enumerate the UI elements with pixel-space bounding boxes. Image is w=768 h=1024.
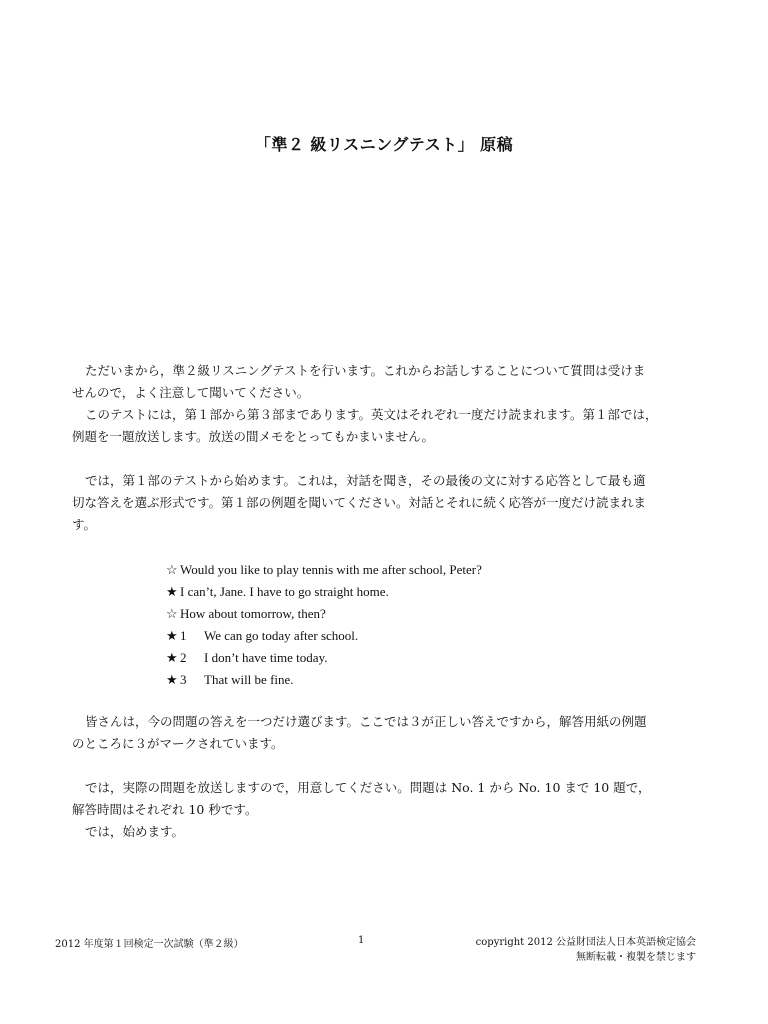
answer-option [166,625,482,647]
text-line: では，実際の問題を放送しますので，用意してください。問題は No. 1 から No. 10 まで 10 題で， [85,780,651,795]
speaker-mark: ☆ [166,562,178,577]
text-line: 解答時間はそれぞれ 10 秒です。 [72,802,258,817]
page-number: 1 [358,935,365,946]
page-title: 「準２ 級リスニングテスト」 原稿 [254,135,514,154]
text-line: す。 [72,517,97,532]
dialogue-text: Would you like to play tennis with me after school, Peter? [180,562,482,577]
text-line: では，第１部のテストから始めます。これは，対話を聞き，その最後の文に対する応答として最も適 [85,473,646,488]
dialogue-line [166,603,482,625]
text-line: 切な答えを選ぶ形式です。第１部の例題を聞いてください。対話とそれに続く応答が一度だけ読まれま [72,495,647,510]
answer-explanation-paragraph [72,711,696,755]
text-line: のところに３がマークされています。 [72,736,284,751]
text-line: せんので，よく注意して聞いてください。 [72,385,310,400]
text-line: このテストには，第１部から第３部まであります。英文はそれぞれ一度だけ読まれます。第１部では， [85,407,658,422]
dialogue-text: I can’t, Jane. I have to go straight home. [180,584,389,599]
option-text: We can go today after school. [204,628,359,643]
option-number: 2 [180,650,187,665]
speaker-mark: ★ [166,650,178,665]
option-text: That will be fine. [204,672,294,687]
speaker-mark: ★ [166,628,178,643]
start-paragraph [72,777,696,843]
text-line: ただいまから，準２級リスニングテストを行います。これからお話しすることについて質問は受けま [85,363,646,378]
speaker-mark: ☆ [166,606,178,621]
dialogue-text: How about tomorrow, then? [180,606,326,621]
example-dialogue [166,559,482,691]
speaker-mark: ★ [166,672,178,687]
dialogue-line [166,581,482,603]
part1-intro-paragraph [72,470,696,536]
copyright-text: copyright 2012 公益財団法人日本英語検定協会 [475,937,696,948]
option-text: I don’t have time today. [204,650,328,665]
text-line: では，始めます。 [85,824,185,839]
footer-exam-name: 2012 年度第１回検定一次試験（準２級） [55,939,244,950]
reproduction-notice: 無断転載・複製を禁じます [576,952,696,963]
answer-option [166,647,482,669]
text-line: 例題を一題放送します。放送の間メモをとってもかまいません。 [72,429,435,444]
footer-copyright [476,935,696,965]
answer-option [166,669,482,691]
text-line: 皆さんは，今の問題の答えを一つだけ選びます。ここでは３が正しい答えですから，解答用紙の例題 [85,714,647,729]
intro-paragraph [72,360,696,448]
option-number: 3 [180,672,187,687]
dialogue-line [166,559,482,581]
speaker-mark: ★ [166,584,178,599]
option-number: 1 [180,628,187,643]
